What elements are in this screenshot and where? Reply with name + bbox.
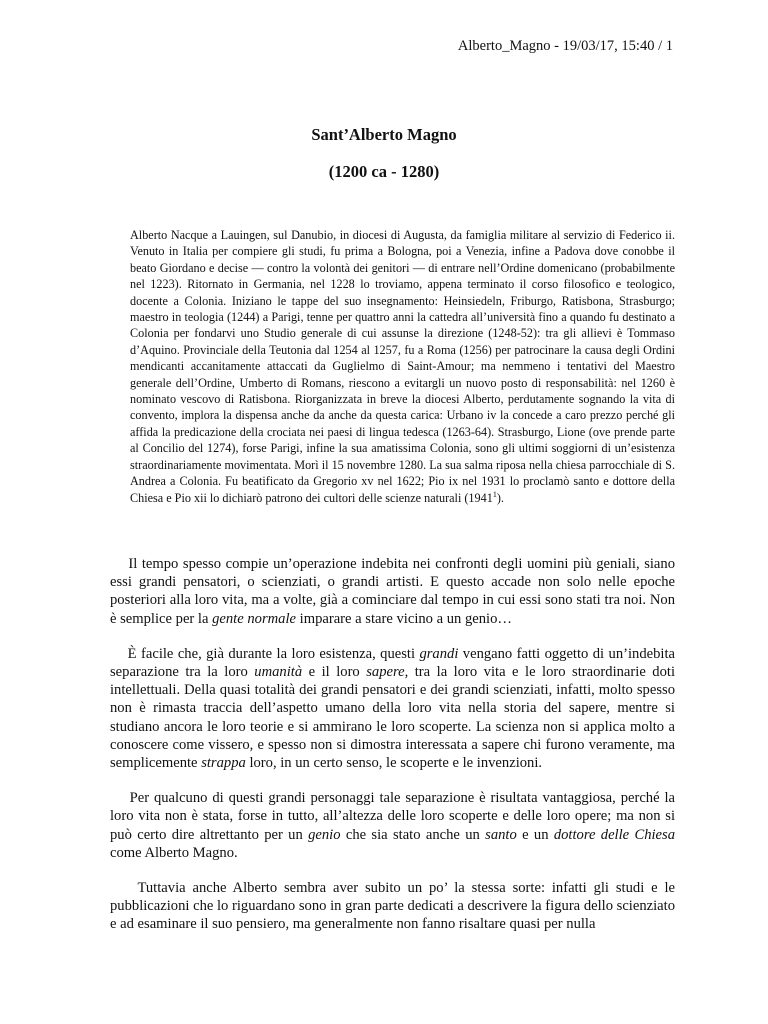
emphasis-text: umanità: [254, 664, 303, 681]
paragraph-text: e un: [516, 826, 554, 843]
emphasis-text: grandi: [419, 645, 459, 662]
paragraph-text: che sia stato anche un: [340, 826, 486, 843]
paragraph-text: Per qualcuno di questi grandi personaggi tale separazione è risultata vantaggiosa, perché la loro vita non è stata, forse in tutto, all’altezza delle loro scoperte e delle loro opere; ma non si può certo dire altrettanto per un: [110, 790, 676, 843]
emphasis-text: genio: [308, 826, 341, 843]
paragraph-text: È facile che, già durante la loro esistenza, questi: [127, 645, 420, 662]
paragraph-1: [110, 555, 675, 628]
emphasis-text: strappa: [201, 755, 246, 772]
emphasis-text: gente normale: [212, 610, 297, 627]
page-header: Alberto_Magno - 19/03/17, 15:40 / 1: [457, 38, 673, 54]
paragraph-text: come Alberto Magno.: [110, 844, 238, 861]
emphasis-text: sapere,: [366, 664, 409, 681]
document-subtitle-dates: (1200 ca - 1280): [328, 162, 440, 181]
paragraph-4: [110, 879, 675, 934]
biography-text-end: ).: [496, 490, 504, 505]
paragraph-text: imparare a stare vicino a un genio…: [296, 610, 513, 627]
paragraph-text: Il tempo spesso compie un’operazione indebita nei confronti degli uomini più geniali, siano essi grandi pensatori, o scienziati, o grandi artisti. E questo accade non solo nelle epoche posteriori alla loro vita, ma a volte, già a cominciare dal tempo in cui essi sono stati tra noi. Non è semplice per la: [110, 556, 676, 627]
paragraph-3: [110, 789, 675, 862]
biography-text: Alberto Nacque a Lauingen, sul Danubio, in diocesi di Augusta, da famiglia militare al servizio di Federico ii. Venuto in Italia per compiere gli studi, fu prima a Bologna, poi a Venezia, infine a Padova dove conobbe il beato Giordano e decise — contro la volontà dei genitori — di entrare nell’Ordine domenicano (probabilmente nel 1223). Ritornato in Germania, nel 1228 lo troviamo, appena terminato il corso filosofico e teologico, docente a Colonia. Iniziano le tappe del suo insegnamento: Heinsiedeln, Friburgo, Ratisbona, Strasburgo; maestro in teologia (1244) a Parigi, tenne per quattro anni la cattedra all’università fino a quando fu destinato a Colonia per fondarvi uno Studio generale di cui assunse la direzione (1248-52): tra gli allievi è Tommaso d’Aquino. Provinciale della Teutonia dal 1254 al 1257, fu a Roma (1256) per patrocinare la causa degli Ordini mendicanti accanitamente attaccati da Guglielmo di Saint-Amour; ma nemmeno i tentativi del Maestro generale dell’Ordine, Umberto di Romans, riescono a evitargli un nuovo posto di responsabilità: nel 1260 è nominato vescovo di Ratisbona. Riorganizzata in breve la diocesi Alberto, perdutamente sognando la vita di convento, implora la dispensa anche da anche da questa carica: Urbano iv la concede a caro prezzo perché gli affida la predicazione della crociata nei paesi di lingua tedesca (1263-64). Strasburgo, Lione (ove prende parte al Concilio del 1274), forse Parigi, infine la sua amatissima Colonia, sono gli ultimi soggiorni di un’esistenza straordinariamente movimentata. Morì il 15 novembre 1280. La sua salma riposa nella chiesa parrocchiale di S. Andrea a Colonia. Fu beatificato da Gregorio xv nel 1622; Pio ix nel 1931 lo proclamò santo e dottore della Chiesa e Pio xii lo dichiarò patrono dei cultori delle scienze naturali (1941: [130, 228, 675, 505]
main-text: [110, 555, 675, 951]
paragraph-2: [110, 645, 675, 772]
document-title: Sant’Alberto Magno: [311, 125, 457, 144]
footnote-marker: 1: [492, 489, 497, 499]
paragraph-text: tra la loro vita e le loro straordinarie doti intellettuali. Della quasi totalità dei grandi pensatori e dei grandi scienziati, infatti, molto spesso non è rimasta traccia dell’aspetto umano della loro vita nella storia del sapere, mentre si studiano ancora le loro teorie e si ammirano le loro scoperte. La scienza non si applica molto a conoscere come vissero, e spesso non si dimostra interessata a sapere chi furono veramente, ma semplicemente: [110, 664, 675, 772]
paragraph-text: vengano fatti oggetto di un’indebita separazione tra la loro: [110, 645, 675, 681]
emphasis-text: dottore delle Chiesa: [553, 826, 675, 843]
paragraph-text: Tuttavia anche Alberto sembra aver subito un po’ la stessa sorte: infatti gli studi e le pubblicazioni che lo riguardano sono in gran parte dedicati a descrivere la figura dello scienziato e ad esaminare il suo pensiero, ma generalmente non fanno risaltare quasi per nulla: [110, 880, 675, 933]
paragraph-text: loro, in un certo senso, le scoperte e le invenzioni.: [245, 755, 543, 772]
biography-block: [130, 227, 675, 506]
emphasis-text: santo: [485, 826, 517, 843]
paragraph-text: e il loro: [302, 664, 367, 681]
